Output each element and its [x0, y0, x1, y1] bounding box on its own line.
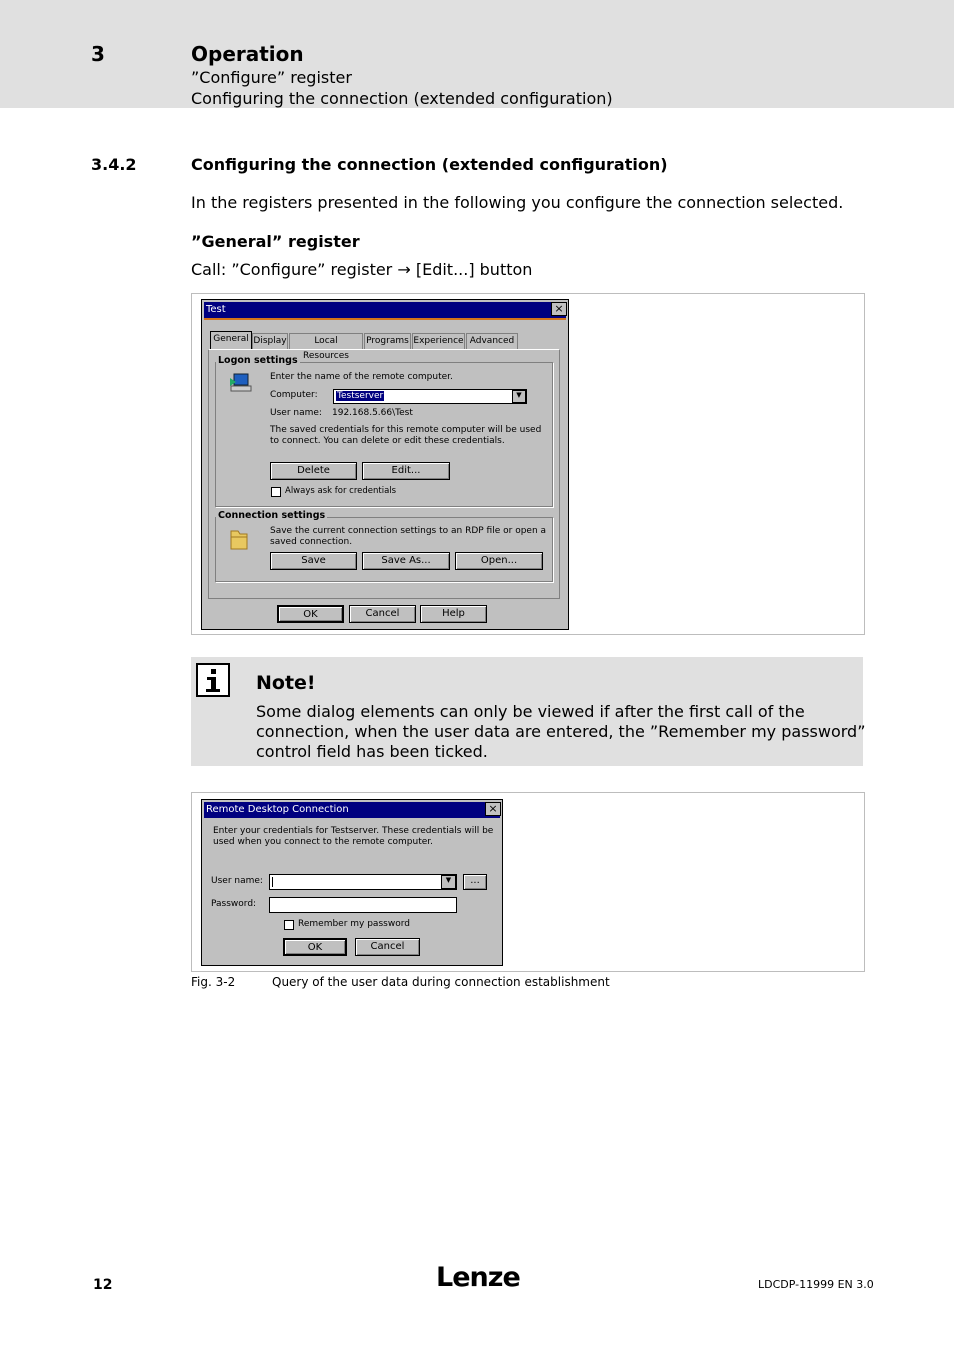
close-icon[interactable]: ×: [485, 802, 501, 816]
subheading-general-register: ”General” register: [191, 232, 360, 251]
tab-advanced[interactable]: Advanced: [466, 333, 518, 349]
info-icon: [196, 663, 230, 697]
chapter-number: 3: [91, 42, 105, 66]
tab-programs[interactable]: Programs: [364, 333, 411, 349]
document-id: LDCDP-11999 EN 3.0: [758, 1278, 874, 1291]
section-intro: In the registers presented in the following you configure the connection selected.: [191, 193, 844, 212]
section-number: 3.4.2: [91, 155, 137, 174]
close-icon[interactable]: ×: [551, 302, 567, 316]
page-number: 12: [93, 1277, 113, 1293]
browse-button[interactable]: ...: [463, 874, 487, 890]
dialog2-ok-button[interactable]: OK: [283, 938, 347, 956]
lenze-logo: Lenze: [436, 1262, 520, 1293]
connection-text-2: saved connection.: [270, 537, 353, 547]
open-button[interactable]: Open...: [455, 552, 543, 570]
chevron-down-icon[interactable]: ▼: [512, 390, 526, 403]
username-value: 192.168.5.66\Test: [332, 408, 413, 418]
computer-value: Testserver: [337, 391, 384, 401]
save-as-button[interactable]: Save As...: [362, 552, 450, 570]
dialog-title: Test: [206, 304, 226, 315]
note-line-3: control field has been ticked.: [256, 742, 488, 761]
tab-local-resources[interactable]: Local Resources: [289, 333, 363, 349]
computer-combo[interactable]: [333, 389, 527, 404]
computer-label: Computer:: [270, 390, 318, 400]
note-title: Note!: [256, 672, 316, 694]
figure-caption: Query of the user data during connection establishment: [272, 975, 610, 989]
remember-password-label: Remember my password: [298, 919, 410, 929]
password-field[interactable]: [269, 897, 457, 913]
folder-icon: [228, 527, 250, 551]
saved-credentials-text-1: The saved credentials for this remote computer will be used: [270, 425, 542, 435]
help-button[interactable]: Help: [420, 605, 487, 623]
chevron-down-icon[interactable]: ▼: [441, 875, 456, 889]
dialog-titlebar: [204, 302, 566, 320]
computer-icon: [228, 372, 254, 394]
ok-button[interactable]: OK: [277, 605, 344, 623]
remember-password-checkbox[interactable]: [284, 920, 294, 930]
tab-general[interactable]: General: [210, 331, 252, 349]
delete-button[interactable]: Delete: [270, 462, 357, 480]
call-instruction: Call: ”Configure” register → [Edit...] button: [191, 260, 533, 279]
cancel-button[interactable]: Cancel: [349, 605, 416, 623]
username-label: User name:: [270, 408, 322, 418]
dialog2-username-label: User name:: [211, 876, 263, 886]
always-ask-label: Always ask for credentials: [285, 486, 397, 496]
username-combo[interactable]: [269, 874, 457, 890]
tab-display[interactable]: Display: [252, 333, 288, 349]
always-ask-checkbox[interactable]: [271, 487, 281, 497]
edit-button[interactable]: Edit...: [362, 462, 450, 480]
note-line-2: connection, when the user data are entered, the ”Remember my password”: [256, 722, 866, 741]
connection-settings-label: Connection settings: [218, 510, 326, 521]
dialog2-cancel-button[interactable]: Cancel: [355, 938, 420, 956]
logon-settings-label: Logon settings: [218, 355, 298, 366]
dialog2-title: Remote Desktop Connection: [206, 804, 349, 815]
credentials-intro-2: used when you connect to the remote computer.: [213, 837, 434, 847]
saved-credentials-text-2: to connect. You can delete or edit these credentials.: [270, 436, 505, 446]
tab-experience[interactable]: Experience: [412, 333, 465, 349]
header-subtitle-2: Configuring the connection (extended configuration): [191, 89, 613, 108]
figure-label: Fig. 3-2: [191, 975, 236, 989]
credentials-intro-1: Enter your credentials for Testserver. These credentials will be: [213, 826, 494, 836]
dialog2-titlebar: [204, 802, 500, 818]
save-button[interactable]: Save: [270, 552, 357, 570]
chapter-title: Operation: [191, 42, 304, 66]
password-label: Password:: [211, 899, 257, 909]
section-title: Configuring the connection (extended configuration): [191, 155, 668, 174]
connection-text-1: Save the current connection settings to an RDP file or open a: [270, 526, 547, 536]
header-subtitle-1: ”Configure” register: [191, 68, 352, 87]
logon-intro: Enter the name of the remote computer.: [270, 372, 453, 382]
note-line-1: Some dialog elements can only be viewed if after the first call of the: [256, 702, 805, 721]
